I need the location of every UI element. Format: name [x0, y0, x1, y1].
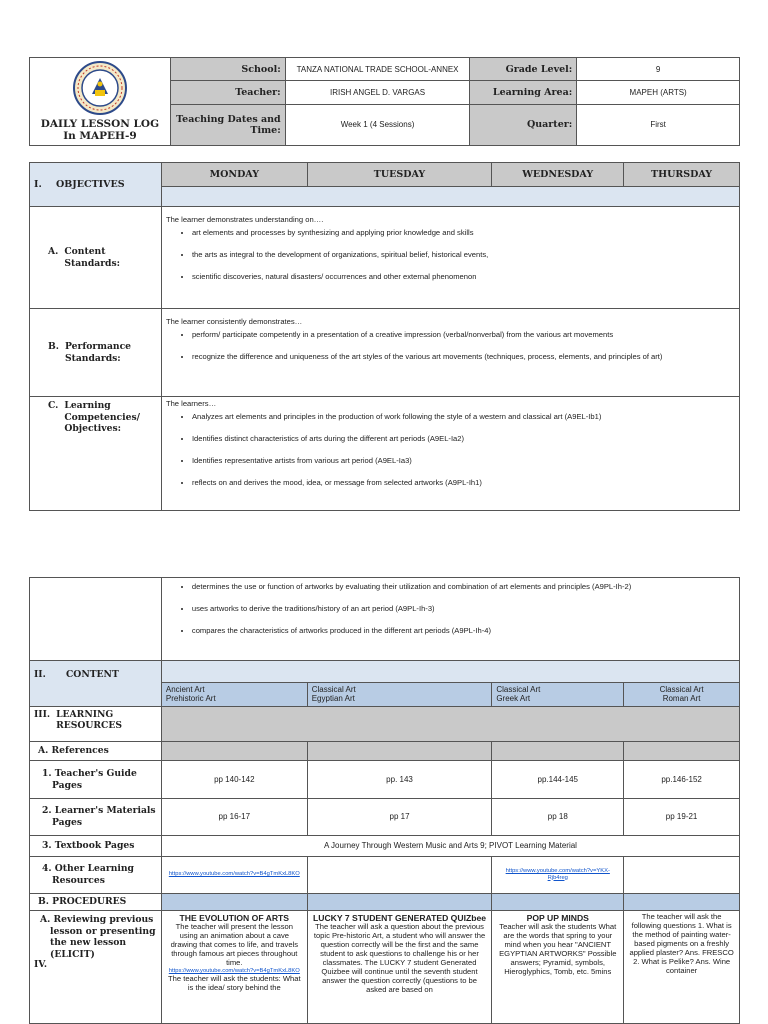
resources-gray-band: [161, 706, 739, 741]
day-thursday: THURSDAY: [624, 163, 740, 187]
competencies-cell: [161, 397, 739, 511]
competencies-list: [166, 412, 735, 487]
reviewing-label-cell: [30, 911, 162, 1024]
content-tuesday: [307, 683, 492, 706]
content-standards-intro: The learner demonstrates understanding on….: [165, 215, 324, 224]
reviewing-label: A. Reviewing previous lesson or presenting the new lesson (ELICIT): [40, 914, 156, 960]
references-gray-cell: [307, 741, 492, 761]
reviewing-monday: [161, 911, 307, 1024]
reviewing-thursday-text: The teacher will ask the following questions 1. What is the method of painting water-based pigments on a freshly applied plaster? Ans. FRESCO 2. What is Pelike? Ans. Wine container: [629, 912, 734, 975]
content-standards-letter: A.: [48, 246, 59, 257]
teachers-guide-wednesday: pp.144-145: [492, 761, 624, 798]
content-subperiod: Prehistoric Art: [165, 693, 216, 703]
content-period: Ancient Art: [165, 684, 205, 694]
performance-standards-cell: [161, 309, 739, 397]
content-blue-band: [161, 660, 739, 683]
content-standards-cell: [161, 207, 739, 309]
reviewing-monday-text2: The teacher will ask the students: What is the idea/ story behind the: [168, 973, 301, 992]
competencies-continued-cell: [161, 578, 739, 661]
other-resources-label: 4. Other Learning Resources: [30, 856, 162, 893]
references-gray-cell: [492, 741, 624, 761]
resource-link-wednesday[interactable]: https://www.youtube.com/watch?v=YKX-Rjb4reg: [505, 867, 610, 881]
content-label: CONTENT: [66, 668, 119, 680]
learners-materials-label: 2. Learner's Materials Pages: [30, 798, 162, 835]
performance-standards-letter: B.: [48, 341, 59, 352]
list-item: • scientific discoveries, natural disasters/ occurrences and other external phenomenon: [192, 272, 735, 281]
quarter-value: First: [577, 104, 740, 145]
other-resources-thursday: [624, 856, 740, 893]
content-wednesday: [492, 683, 624, 706]
objectives-heading: [30, 163, 162, 207]
day-tuesday: TUESDAY: [307, 163, 492, 187]
learning-area-value: MAPEH (ARTS): [577, 81, 740, 104]
reviewing-wednesday-text: Teacher will ask the students What are the words that spring to your mind when you hear "ANCIENT EGYPTIAN ARTWORKS" Possible answers; Pyramid, symbols, Hieroglyphics, Tomb, etc. 5mins: [499, 922, 617, 977]
teacher-label: Teacher:: [170, 81, 285, 104]
quarter-label: Quarter:: [470, 104, 577, 145]
day-monday: MONDAY: [161, 163, 307, 187]
objectives-table: [29, 162, 740, 511]
list-item: • uses artworks to derive the traditions/history of an art period (A9PL-Ih-3): [192, 604, 735, 613]
list-item: • determines the use or function of artworks by evaluating their utilization and combination of art elements and principles (A9PL-Ih-2): [192, 582, 735, 591]
learners-materials-tuesday: pp 17: [307, 798, 492, 835]
content-subperiod: Greek Art: [496, 693, 531, 703]
other-resources-wednesday: [492, 856, 624, 893]
log-title-line2: In MAPEH-9: [63, 130, 137, 143]
day-wednesday: WEDNESDAY: [492, 163, 624, 187]
list-item: • Identifies representative artists from various art period (A9EL-Ia3): [192, 456, 735, 465]
reviewing-tuesday: [307, 911, 492, 1024]
grade-level-value: 9: [577, 58, 740, 81]
references-gray-cell: [624, 741, 740, 761]
performance-standards-label: Performance Standards:: [64, 341, 132, 364]
procedures-blue-cell: [624, 893, 740, 911]
content-standards-label: Content Standards:: [64, 246, 121, 269]
content-monday: [161, 683, 307, 706]
content-period: Classical Art: [659, 684, 704, 694]
performance-standards-list: [166, 330, 735, 361]
competencies-continued-label-cell: [30, 578, 162, 661]
other-resources-monday: [161, 856, 307, 893]
other-resources-tuesday: [307, 856, 492, 893]
content-subperiod: Egyptian Art: [311, 693, 355, 703]
content-subperiod: Roman Art: [662, 693, 701, 703]
reviewing-tuesday-text: The teacher will ask a question about the previous topic Pre-historic Art, a student who will answer the question correctly will be the first and the same student to ask questions to challenge his or her classmates. The LUCKY 7 student Generated Quizbee will continue until the seventh student answer the question correctly (questions to be asked are based on: [313, 922, 486, 995]
list-item: • reflects on and derives the mood, idea, or message from selected artworks (A9PL-Ih1): [192, 478, 735, 487]
content-period: Classical Art: [496, 684, 541, 694]
list-item: • recognize the difference and uniqueness of the art styles of the various art movements (techniques, process, elements, and principles of art): [192, 352, 735, 361]
list-item: • compares the characteristics of artworks produced in the different art periods (A9PL-Ih-4): [192, 626, 735, 635]
list-item: • Identifies distinct characteristics of arts during the different art periods (A9EL-Ia2): [192, 434, 735, 443]
textbook-label: 3. Textbook Pages: [30, 835, 162, 856]
reviewing-thursday: [624, 911, 740, 1024]
procedures-blue-cell: [492, 893, 624, 911]
deped-seal-icon: [68, 60, 132, 116]
school-value: TANZA NATIONAL TRADE SCHOOL-ANNEX: [285, 58, 470, 81]
reviewing-wednesday: [492, 911, 624, 1024]
resources-heading: [30, 706, 162, 741]
references-gray-cell: [161, 741, 307, 761]
objectives-label: OBJECTIVES: [56, 179, 125, 190]
competencies-label: Learning Competencies/ Objectives:: [64, 400, 141, 434]
learning-area-label: Learning Area:: [470, 81, 577, 104]
resources-label: LEARNING RESOURCES: [56, 708, 122, 732]
teacher-value: IRISH ANGEL D. VARGAS: [285, 81, 470, 104]
content-period: Classical Art: [311, 684, 356, 694]
teachers-guide-thursday: pp.146-152: [624, 761, 740, 798]
content-roman: II.: [34, 668, 46, 680]
teachers-guide-monday: pp 140-142: [161, 761, 307, 798]
competencies-label-cell: [30, 397, 162, 511]
competencies-intro: The learners…: [165, 399, 217, 408]
list-item: • the arts as integral to the development of organizations, spiritual belief, historical events,: [192, 250, 735, 259]
content-thursday: [624, 683, 740, 706]
references-label: A. References: [30, 741, 162, 761]
textbook-value: A Journey Through Western Music and Arts 9; PIVOT Learning Material: [161, 835, 739, 856]
competencies-continued-list: [166, 582, 735, 635]
teachers-guide-tuesday: pp. 143: [307, 761, 492, 798]
procedures-blue-cell: [307, 893, 492, 911]
log-title-line1: DAILY LESSON LOG: [40, 118, 160, 130]
resources-roman: III.: [34, 708, 51, 720]
content-standards-list: [166, 228, 735, 281]
list-item: • perform/ participate competently in a presentation of a creative impression (verbal/nonverbal) from the various art movements: [192, 330, 735, 339]
competencies-letter: C.: [48, 400, 59, 411]
reviewing-monday-title: THE EVOLUTION OF ARTS: [179, 913, 290, 924]
procedures-label: B. PROCEDURES: [30, 893, 162, 911]
objectives-roman: I.: [34, 179, 42, 190]
grade-level-label: Grade Level:: [470, 58, 577, 81]
reviewing-monday-text: The teacher will present the lesson using an animation about a cave drawing that comes to life, and travels through famous art pieces throughout time.: [170, 922, 299, 968]
school-label: School:: [170, 58, 285, 81]
lesson-continuation-table: [29, 577, 740, 1024]
header-table: [29, 57, 740, 146]
teaching-dates-label: Teaching Dates and Time:: [170, 104, 285, 145]
list-item: • art elements and processes by synthesizing and applying prior knowledge and skills: [192, 228, 735, 237]
procedures-roman: IV.: [34, 959, 48, 971]
learners-materials-wednesday: pp 18: [492, 798, 624, 835]
content-heading: [30, 660, 162, 706]
resource-link-monday[interactable]: https://www.youtube.com/watch?v=B4gTmKxL8KO: [168, 871, 300, 878]
reviewing-monday-link[interactable]: https://www.youtube.com/watch?v=B4gTmKxL8KO: [168, 968, 300, 975]
school-logo-cell: [30, 58, 171, 146]
reviewing-tuesday-title: LUCKY 7 STUDENT GENERATED QUIZbee: [313, 913, 487, 924]
teaching-dates-value: Week 1 (4 Sessions): [285, 104, 470, 145]
learners-materials-monday: pp 16-17: [161, 798, 307, 835]
procedures-blue-cell: [161, 893, 307, 911]
reviewing-wednesday-title: POP UP MINDS: [526, 913, 589, 924]
learners-materials-thursday: pp 19-21: [624, 798, 740, 835]
teachers-guide-label: 1. Teacher's Guide Pages: [30, 761, 162, 798]
performance-standards-label-cell: [30, 309, 162, 397]
content-standards-label-cell: [30, 207, 162, 309]
objectives-blue-band: [161, 187, 739, 207]
performance-standards-intro: The learner consistently demonstrates…: [165, 317, 303, 326]
list-item: • Analyzes art elements and principles in the production of work following the style of a western and classical art (A9EL-Ib1): [192, 412, 735, 421]
